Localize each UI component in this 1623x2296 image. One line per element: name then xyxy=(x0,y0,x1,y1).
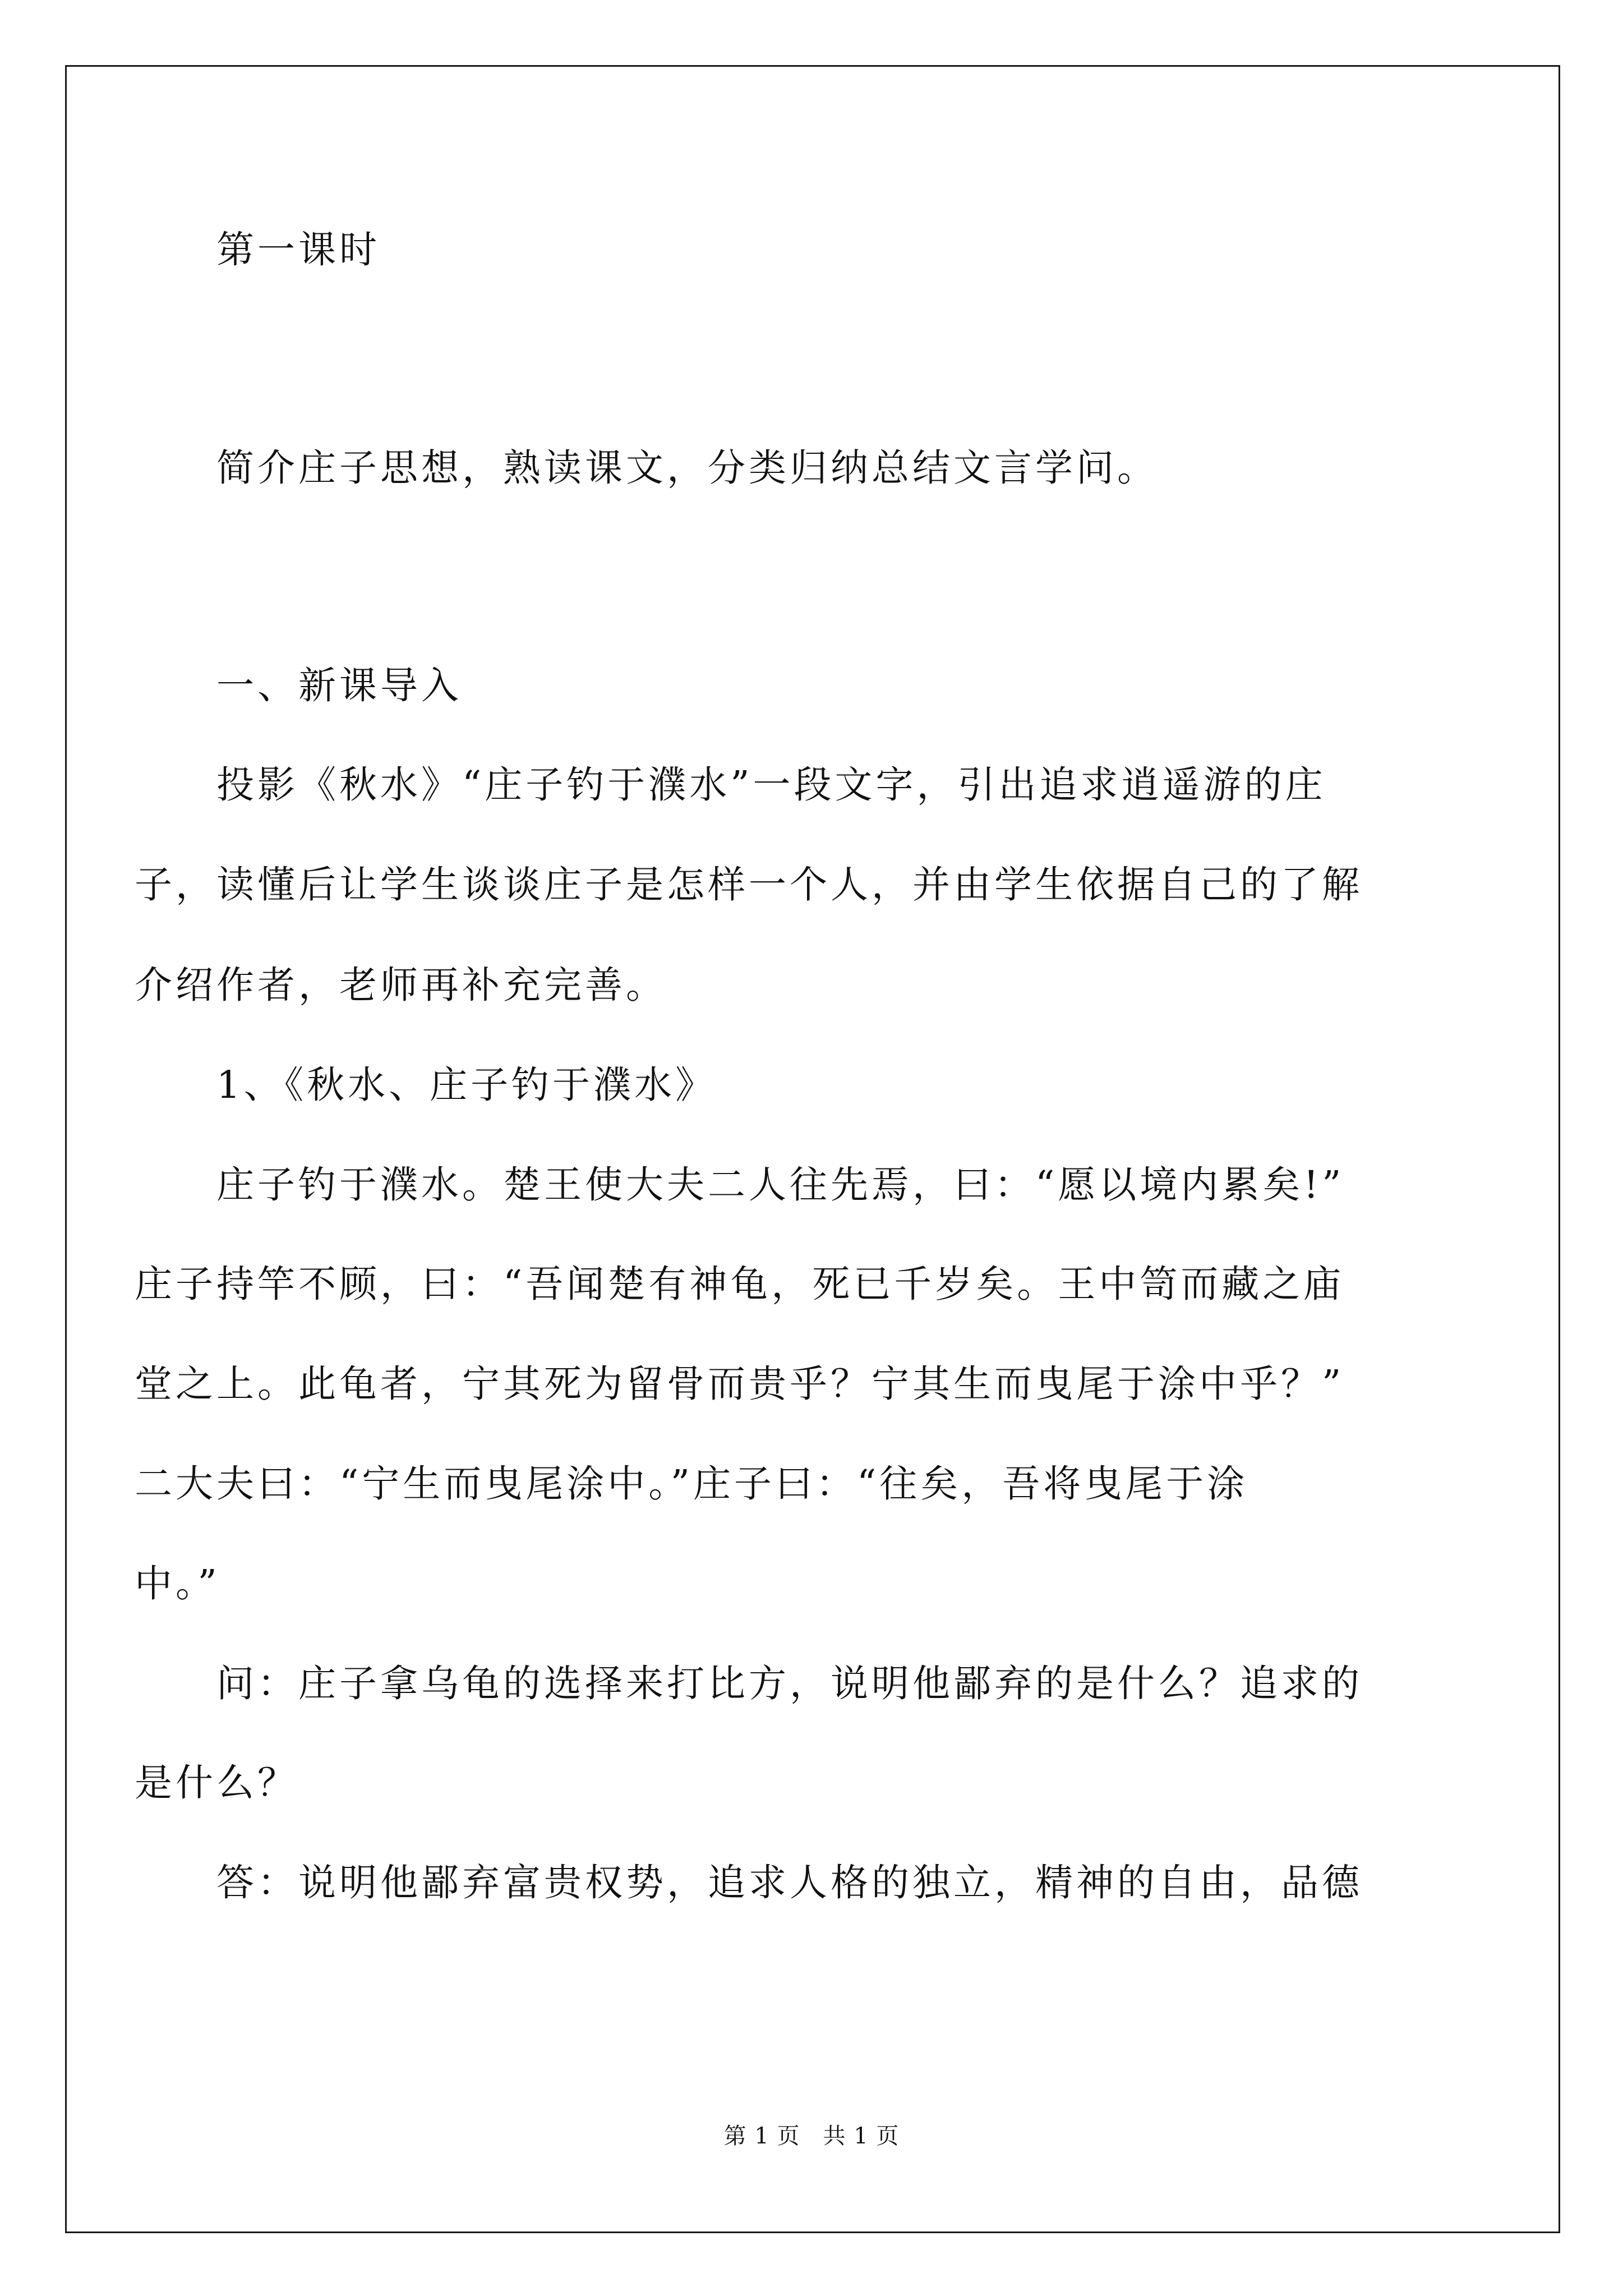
question-line: 是什么？ xyxy=(135,1761,298,1805)
lesson-goal: 简介庄子思想，熟读课文，分类归纳总结文言学问。 xyxy=(216,446,1158,490)
page-border xyxy=(65,65,1560,2233)
paragraph-line: 投影《秋水》“庄子钓于濮水”一段文字，引出追求逍遥游的庄 xyxy=(216,763,1326,807)
answer-line: 答：说明他鄙弃富贵权势，追求人格的独立，精神的自由，品德 xyxy=(216,1861,1363,1904)
paragraph-line: 中。” xyxy=(135,1562,220,1605)
paragraph-line: 介绍作者，老师再补充完善。 xyxy=(135,963,667,1007)
paragraph-line: 庄子持竿不顾，曰：“吾闻楚有神龟，死已千岁矣。王中笥而藏之庙 xyxy=(135,1262,1345,1306)
paragraph-line: 二大夫曰：“宁生而曳尾涂中。”庄子曰：“往矣，吾将曳尾于涂 xyxy=(135,1462,1248,1506)
paragraph-line: 堂之上。此龟者，宁其死为留骨而贵乎？宁其生而曳尾于涂中乎？” xyxy=(135,1362,1345,1406)
page-footer: 第 1 页 共 1 页 xyxy=(723,2123,900,2149)
paragraph-line: 庄子钓于濮水。楚王使大夫二人往先焉，曰：“愿以境内累矣!” xyxy=(216,1163,1345,1207)
section-heading: 一、新课导入 xyxy=(216,664,462,707)
question-line: 问：庄子拿乌龟的选择来打比方，说明他鄙弃的是什么？追求的 xyxy=(216,1662,1363,1705)
subsection-heading: 1、《秋水、庄子钓于濮水》 xyxy=(216,1063,717,1107)
paragraph-line: 子，读懂后让学生谈谈庄子是怎样一个人，并由学生依据自己的了解 xyxy=(135,863,1363,907)
lesson-heading: 第一课时 xyxy=(216,228,380,272)
